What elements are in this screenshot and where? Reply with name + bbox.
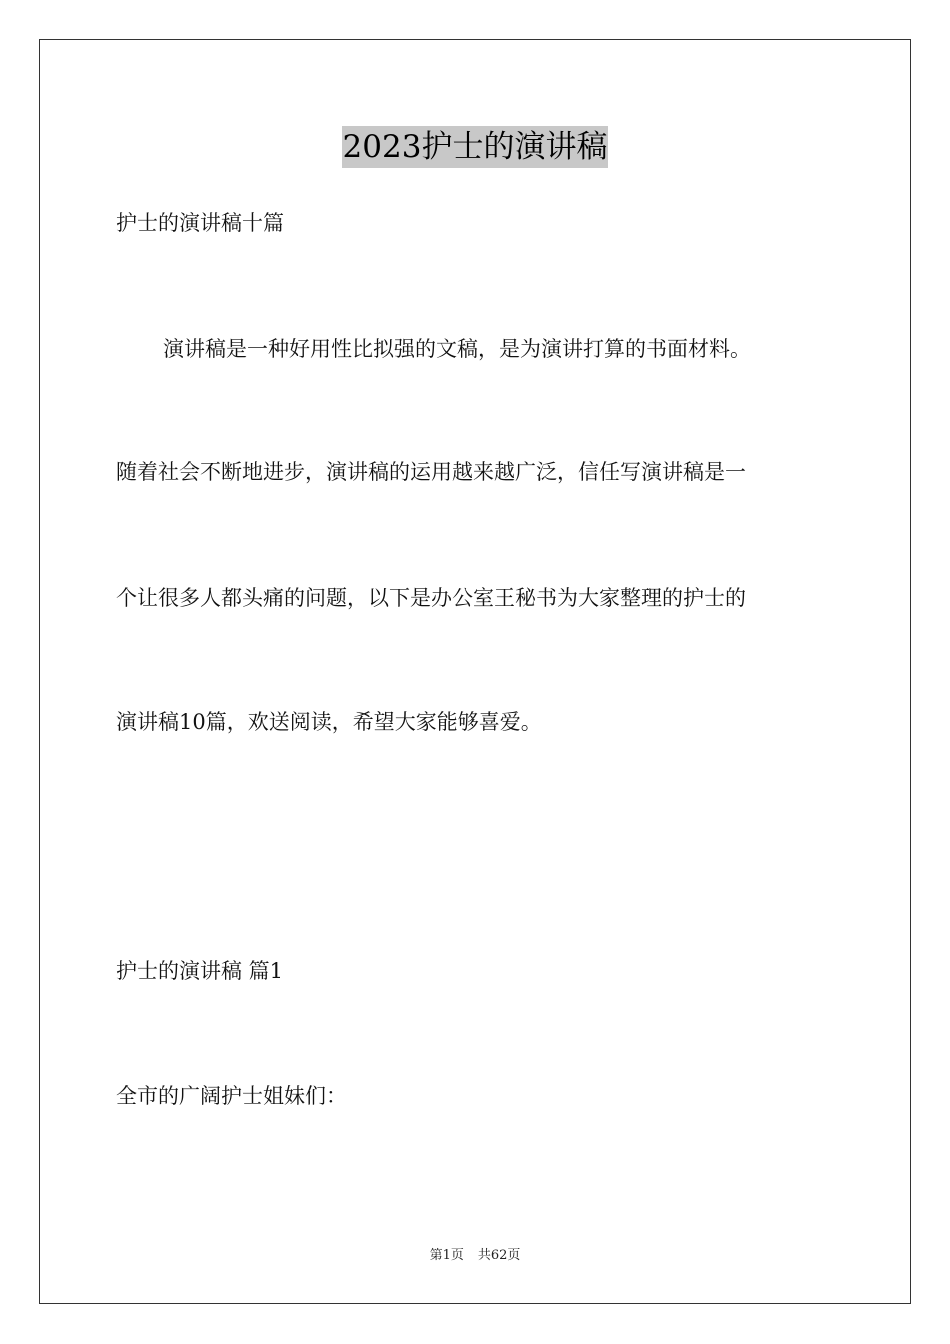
page-number-total: 共62页 [477, 1248, 521, 1263]
page-footer [0, 1247, 950, 1265]
intro-line-2: 随着社会不断地进步，演讲稿的运用越来越广泛，信任写演讲稿是一 [116, 460, 746, 484]
intro-line-4: 演讲稿10篇，欢送阅读，希望大家能够喜爱。 [116, 710, 542, 734]
document-title: 2023护士的演讲稿 [342, 126, 609, 168]
title-container [0, 126, 950, 168]
salutation: 全市的广阔护士姐妹们： [116, 1084, 347, 1108]
document-subtitle: 护士的演讲稿十篇 [116, 211, 284, 235]
intro-line-3: 个让很多人都头痛的问题，以下是办公室王秘书为大家整理的护士的 [116, 586, 746, 610]
section-heading: 护士的演讲稿 篇1 [116, 959, 284, 983]
intro-line-1: 演讲稿是一种好用性比拟强的文稿，是为演讲打算的书面材料。 [163, 337, 751, 361]
page-number-current: 第1页 [429, 1248, 464, 1263]
